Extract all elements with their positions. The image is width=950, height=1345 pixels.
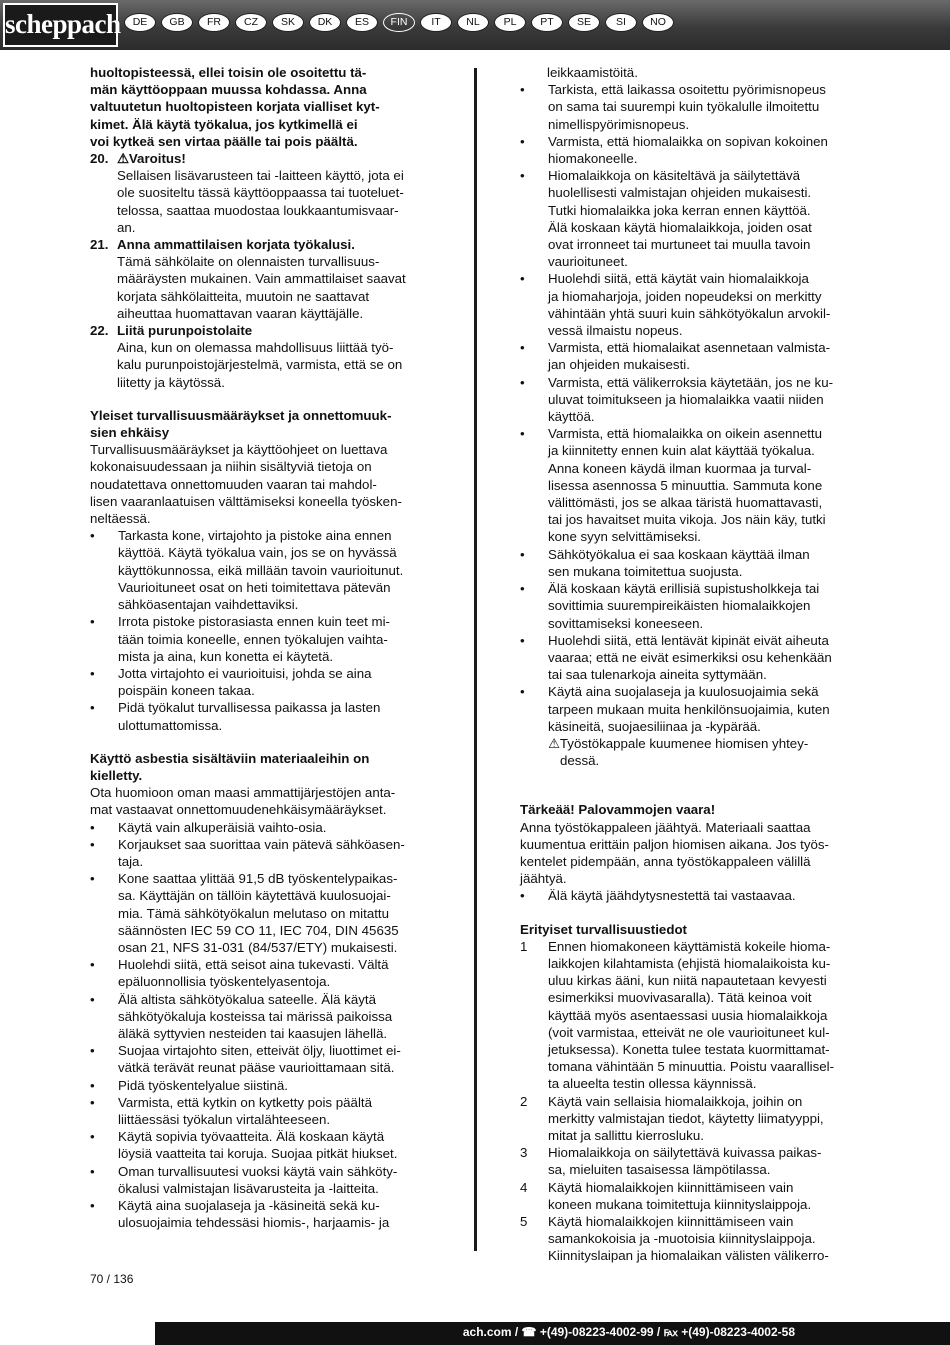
item-number: 22. xyxy=(90,323,109,339)
bullet-line: nimellispyörimisnopeus. xyxy=(548,116,690,132)
warning-line-text: dessä. xyxy=(560,753,600,769)
intro-line: huoltopisteessä, ellei toisin ole osoitettu tä- xyxy=(90,65,367,80)
bullet-marker: • xyxy=(520,340,525,356)
bullet-text xyxy=(548,683,830,735)
bullet-marker: • xyxy=(520,684,525,700)
bullet-line: huolellisesti valmistajan ohjeiden mukaisesti. xyxy=(548,185,812,201)
bullet-line: Anna koneen käydä ilman kuormaa ja turval- xyxy=(548,460,812,476)
item-title xyxy=(117,322,252,339)
warning-note xyxy=(520,735,865,769)
numbered-list-item xyxy=(520,1213,865,1265)
column-divider xyxy=(474,68,477,1251)
bullet-line: poispäin koneen takaa. xyxy=(118,683,255,699)
bullet-text xyxy=(118,870,399,956)
list-line: sa, mieluiten tasaisessa lämpötilassa. xyxy=(548,1162,771,1178)
section-body-line: neltäessä. xyxy=(90,511,151,527)
bullet-line: vähintään yhtä suuri kuin sähkötyökalun arvokil- xyxy=(548,305,831,321)
bullet-line: Älä koskaan käytä hiomalaikkoja, joiden osat xyxy=(548,219,812,235)
bullet-line: Suojaa virtajohto siten, etteivät öljy, liuottimet ei- xyxy=(118,1043,401,1059)
bullet-marker: • xyxy=(90,1163,95,1179)
item-line: Aina, kun on olemassa mahdollisuus liittää työ- xyxy=(117,340,394,356)
list-text xyxy=(548,1093,824,1145)
bullet-item xyxy=(90,819,445,836)
footer-white-block xyxy=(0,1322,155,1345)
bullet-text xyxy=(548,133,828,167)
bullet-marker: • xyxy=(90,991,95,1007)
spacer xyxy=(90,734,445,750)
list-line: Käytä hiomalaikkojen kiinnittämiseen vain xyxy=(548,1179,794,1195)
bullet-text xyxy=(548,580,819,632)
bullet-line: välittömästi, jos se alkaa täristä huomattavasti, xyxy=(548,495,823,511)
warning-text xyxy=(548,735,808,769)
item-body xyxy=(90,339,445,391)
item-title-text: Liitä purunpoistolaite xyxy=(117,323,253,339)
item-line: liitetty ja käytössä. xyxy=(117,374,225,390)
bullet-line: lisessa asennossa 5 minuuttia. Sammuta kone xyxy=(548,477,823,493)
brand-logo[interactable]: scheppach xyxy=(3,3,118,47)
bullet-marker: • xyxy=(90,1094,95,1110)
bullet-item xyxy=(520,546,865,580)
bullet-text xyxy=(548,167,812,270)
bullet-line: uluvat toimitukseen ja hiomalaikka vaatii niiden xyxy=(548,391,824,407)
list-line: Kiinnityslaipan ja hiomalaikan välisten välikerro- xyxy=(548,1248,829,1264)
bullet-item xyxy=(90,1077,445,1094)
bullet-text xyxy=(548,374,833,426)
numbered-list-item xyxy=(520,1179,865,1213)
language-button-es[interactable]: ES xyxy=(346,13,378,32)
bullet-line: tään toimia koneelle, ennen työkalujen vaihta- xyxy=(118,631,388,647)
bullet-line: Kone saattaa ylittää 91,5 dB työskentelypaikas- xyxy=(118,871,398,887)
bullet-line: Korjaukset saa suorittaa vain pätevä sähköasen- xyxy=(118,836,405,852)
bullet-item xyxy=(90,956,445,990)
bullet-line: Varmista, että välikerroksia käytetään, jos ne ku- xyxy=(548,374,834,390)
bullet-marker: • xyxy=(90,819,95,835)
spacer xyxy=(520,785,865,801)
bullet-line: Oman turvallisuutesi vuoksi käytä vain sähköty- xyxy=(118,1163,398,1179)
list-text xyxy=(548,938,834,1093)
bullet-item xyxy=(90,1197,445,1231)
bullet-line: Varmista, että hiomalaikat asennetaan valmista- xyxy=(548,340,831,356)
section-body-line: kentelet pidempään, anna työstökappaleen välillä xyxy=(520,853,811,869)
bullet-item xyxy=(90,1042,445,1076)
section-heading: Yleiset turvallisuusmääräykset ja onnettomuuk- xyxy=(90,407,392,423)
bullet-line: osan 21, NFS 31-031 (84/537/ETY) mukaisesti. xyxy=(118,939,398,955)
bullet-text xyxy=(118,991,392,1043)
item-line: Sellaisen lisävarusteen tai -laitteen käyttö, jota ei xyxy=(117,168,404,184)
bullet-item xyxy=(90,613,445,665)
language-button-gb[interactable]: GB xyxy=(161,13,193,32)
section-heading: Tärkeää! Palovammojen vaara! xyxy=(520,802,716,818)
bullet-marker: • xyxy=(90,528,95,544)
list-line: koneen mukana toimitettuja kiinnityslaippoja. xyxy=(548,1196,812,1212)
numbered-item xyxy=(90,236,445,253)
bullet-item xyxy=(90,1094,445,1128)
bullet-marker: • xyxy=(520,888,525,904)
item-line: ole suositeltu tässä käyttöoppaassa tai tuoteluet- xyxy=(117,185,404,201)
bullet-marker: • xyxy=(90,700,95,716)
spacer-marker xyxy=(520,735,548,769)
continued-line: leikkaamistöitä. xyxy=(547,65,638,80)
footer-contact: ach.com / ☎ +(49)-08223-4002-99 / ℻ +(49)-08223-4002-58 xyxy=(462,1325,795,1339)
bullet-line: vätkä terävät reunat pääse vaurioittamaan sitä. xyxy=(118,1060,395,1076)
bullet-line: ulottumattomissa. xyxy=(118,717,223,733)
list-number: 2 xyxy=(520,1093,528,1109)
bullet-line: löysiä vaatteita tai koruja. Suojaa pitkät hiukset. xyxy=(118,1146,398,1162)
bullet-line: Tutki hiomalaikka joka kerran ennen käyttöä. xyxy=(548,202,811,218)
bullet-line: Käytä aina suojalaseja ja kuulosuojaimia sekä xyxy=(548,684,819,700)
bullet-line: ja kiinnitetty ennen kuin alat käyttää työkalua. xyxy=(548,443,815,459)
bullet-line: säännösten IEC 59 CO 11, IEC 704, DIN 45635 xyxy=(118,922,399,938)
spacer xyxy=(90,391,445,407)
spacer xyxy=(520,905,865,921)
bullet-text xyxy=(548,339,830,373)
bullet-line: Varmista, että hiomalaikka on oikein asennettu xyxy=(548,426,822,442)
list-line: laikkojen kilahtamista (ehjistä hiomalaikoista ku- xyxy=(548,955,831,971)
bullet-line: sen mukana toimitettua suojusta. xyxy=(548,563,743,579)
section-body-line: Anna työstökappaleen jäähtyä. Materiaali saattaa xyxy=(520,819,811,835)
bullet-line: Varmista, että hiomalaikka on sopivan kokoinen xyxy=(548,133,828,149)
bullet-line: hiomakoneelle. xyxy=(548,151,638,167)
item-line: telossa, saattaa muodostaa loukkaantumisvaar- xyxy=(117,202,399,218)
bullet-line: Pidä työkalut turvallisessa paikassa ja lasten xyxy=(118,700,381,716)
section-body-line: noudatettava onnettomuuden vaaran tai mahdol- xyxy=(90,476,377,492)
section-body-line: kuumentua erittäin paljon hiomisen aikana. Jos työs- xyxy=(520,836,829,852)
list-line: merkitty valmistajan tiedot, käytetty liimatyyppi, xyxy=(548,1110,824,1126)
bullet-item xyxy=(90,527,445,613)
item-line: Tämä sähkölaite on olennaisten turvallisuus- xyxy=(117,254,380,270)
bullet-line: mista ja aina, kun konetta ei käytetä. xyxy=(118,648,334,664)
intro-line: voi kytkeä sen virtaa päälle tai pois päältä. xyxy=(90,133,358,149)
bullet-text xyxy=(118,1094,372,1128)
bullet-text xyxy=(548,632,832,684)
bullet-line: vessä ilmaistu nopeus. xyxy=(548,323,683,339)
list-text xyxy=(548,1144,821,1178)
bullet-text xyxy=(548,546,810,580)
left-column xyxy=(90,64,445,1231)
numbered-item xyxy=(90,322,445,339)
bullet-line: ulosuojaimia tehdessäsi hiomis-, harjaamis- ja xyxy=(118,1215,390,1231)
bullet-line: Irrota pistoke pistorasiasta ennen kuin teet mi- xyxy=(118,614,390,630)
bullet-item xyxy=(90,699,445,733)
bullet-line: tai saa tulenarkoja aineita syttymään. xyxy=(548,667,767,683)
item-line: an. xyxy=(117,219,136,235)
bullet-line: tarpeen mukaan muita henkilönsuojaimia, kuten xyxy=(548,701,830,717)
bullet-line: vaaraa; että ne eivät esimerkiksi osu kehenkään xyxy=(548,649,832,665)
bullet-text xyxy=(118,665,372,699)
list-number: 4 xyxy=(520,1179,528,1195)
bullet-marker: • xyxy=(520,374,525,390)
bullet-text xyxy=(118,1163,397,1197)
bullet-text xyxy=(118,819,326,836)
bullet-item xyxy=(90,870,445,956)
bullet-line: on sama tai suurempi kuin työkalulle ilmoitettu xyxy=(548,99,820,115)
item-number: 21. xyxy=(90,237,109,253)
bullet-line: Tarkista, että laikassa osoitettu pyörimisnopeus xyxy=(548,82,826,98)
bullet-marker: • xyxy=(90,836,95,852)
intro-line: kimet. Älä käytä työkalua, jos kytkimellä ei xyxy=(90,116,358,132)
bullet-line: Vaurioituneet osat on heti toimitettava pätevän xyxy=(118,579,391,595)
bullet-line: sähkötyökaluja kosteissa tai märissä paikoissa xyxy=(118,1008,393,1024)
bullet-line: Pidä työskentelyalue siistinä. xyxy=(118,1077,288,1093)
bullet-line: käyttökunnossa, eikä millään tavoin vaurioitunut. xyxy=(118,562,404,578)
language-button-sk[interactable]: SK xyxy=(272,13,304,32)
bullet-line: mia. Tämä sähkötyökalun melutaso on mitattu xyxy=(118,905,389,921)
bullet-line: Huolehdi siitä, että seisot aina tukevasti. Vältä xyxy=(118,957,389,973)
list-line: Käytä vain sellaisia hiomalaikkoja, joihin on xyxy=(548,1093,803,1109)
bullet-line: sähköasentajan vaihdettaviksi. xyxy=(118,597,299,613)
bullet-marker: • xyxy=(90,1043,95,1059)
bullet-text xyxy=(548,81,826,133)
bullet-line: Tarkasta kone, virtajohto ja pistoke aina ennen xyxy=(118,528,392,544)
bullet-line: tai jos havaitset muita vikoja. Jos näin käy, tutki xyxy=(548,512,826,528)
spacer xyxy=(520,769,865,785)
bullet-text xyxy=(118,1042,401,1076)
list-number: 1 xyxy=(520,938,528,954)
bullet-line: vaurioituneet. xyxy=(548,254,628,270)
numbered-list-item xyxy=(520,1144,865,1178)
bullet-line: Älä koskaan käytä erillisiä supistusholkkeja tai xyxy=(548,581,820,597)
language-button-de[interactable]: DE xyxy=(124,13,156,32)
numbered-item xyxy=(90,150,445,167)
bullet-line: epäluonnollisia työskentelyasentoja. xyxy=(118,974,331,990)
bullet-marker: • xyxy=(90,957,95,973)
bullet-text xyxy=(118,1077,288,1094)
language-button-dk[interactable]: DK xyxy=(309,13,341,32)
bullet-line: ökalusi valmistajan lisävarusteita ja -laitteita. xyxy=(118,1180,379,1196)
bullet-line: Käytä vain alkuperäisiä vaihto-osia. xyxy=(118,819,327,835)
list-line: ta alueelta testin ollessa käynnissä. xyxy=(548,1076,757,1092)
bullet-line: Jotta virtajohto ei vaurioituisi, johda se aina xyxy=(118,665,372,681)
item-title xyxy=(117,150,186,167)
bullet-item xyxy=(520,683,865,735)
bullet-line: Hiomalaikkoja on käsiteltävä ja säilytettävä xyxy=(548,168,801,184)
language-button-fr[interactable]: FR xyxy=(198,13,230,32)
intro-line: valtuutetun huoltopisteen korjata vialliset kyt- xyxy=(90,99,380,115)
list-line: tomana vähintään 5 minuuttia. Poistu vaarallisel- xyxy=(548,1059,835,1075)
bullet-item xyxy=(90,665,445,699)
bullet-line: ja hiomaharjoja, joiden nopeudeksi on merkitty xyxy=(548,288,822,304)
bullet-marker: • xyxy=(90,1198,95,1213)
item-title-text: Anna ammattilaisen korjata työkalusi. xyxy=(117,237,355,253)
list-text xyxy=(548,1179,811,1213)
bullet-line: sa. Käyttäjän on tällöin käytettävä kuulosuojai- xyxy=(118,888,391,904)
bullet-item xyxy=(520,425,865,545)
warning-line-text: Työstökappale kuumenee hiomisen yhtey- xyxy=(559,735,809,751)
language-button-fin[interactable]: FIN xyxy=(383,13,415,32)
bullet-text xyxy=(118,527,403,613)
language-selector xyxy=(124,13,674,32)
bullet-text xyxy=(548,270,830,339)
section-body-line: jäähtyä. xyxy=(520,871,567,887)
bullet-text xyxy=(118,956,389,990)
item-body xyxy=(90,253,445,322)
list-line: (voit varmistaa, etteivät ne ole vaurioituneet kul- xyxy=(548,1024,830,1040)
section-body-line: Ota huomioon oman maasi ammattijärjestöjen anta- xyxy=(90,785,396,801)
item-line: kalu purunpoistojärjestelmä, varmista, että se on xyxy=(117,357,403,373)
bullet-item xyxy=(520,580,865,632)
bullet-line: käyttöä. Käytä työkalua vain, jos se on hyvässä xyxy=(118,545,397,561)
bullet-marker: • xyxy=(520,581,525,597)
bullet-text xyxy=(118,613,390,665)
bullet-line: ovat irronneet tai murtuneet tai muulla tavoin xyxy=(548,237,811,253)
list-text xyxy=(548,1213,829,1265)
bullet-line: käyttöä. xyxy=(548,409,595,425)
bullet-item xyxy=(520,81,865,133)
section-heading: Käyttö asbestia sisältäviin materiaaleihin on xyxy=(90,750,370,766)
section-heading: sien ehkäisy xyxy=(90,425,170,441)
list-line: samankokoisia ja -muotoisia kiinnityslaippoja. xyxy=(548,1231,816,1247)
bullet-line: Huolehdi siitä, että käytät vain hiomalaikkoja xyxy=(548,271,809,287)
language-button-pt[interactable]: PT xyxy=(531,13,563,32)
item-line: aiheuttaa huomattavan vaaran käyttäjälle. xyxy=(117,305,364,321)
language-button-si[interactable]: SI xyxy=(605,13,637,32)
language-button-nl[interactable]: NL xyxy=(457,13,489,32)
header-bar xyxy=(0,0,950,50)
bullet-line: äläkä syttyvien nesteiden tai kaasujen lähellä. xyxy=(118,1025,388,1041)
bullet-marker: • xyxy=(520,426,525,442)
item-title-text: Varoitus! xyxy=(128,151,186,167)
warning-icon: ⚠ xyxy=(117,151,129,167)
bullet-marker: • xyxy=(90,1129,95,1145)
bullet-line: jan ohjeiden mukaisesti. xyxy=(548,357,690,373)
bullet-line: Sähkötyökalua ei saa koskaan käyttää ilman xyxy=(548,546,810,562)
language-button-it[interactable]: IT xyxy=(420,13,452,32)
list-number: 5 xyxy=(520,1214,528,1229)
bullet-line: käsineitä, suojaesiliinaa ja -kypärää. xyxy=(548,718,761,734)
item-title xyxy=(117,236,355,253)
bullet-item xyxy=(90,991,445,1043)
bullet-marker: • xyxy=(90,871,95,887)
item-line: korjata sähkölaitteita, muutoin ne saattavat xyxy=(117,288,370,304)
list-line: Hiomalaikkoja on säilytettävä kuivassa paikas- xyxy=(548,1145,822,1161)
bullet-marker: • xyxy=(520,271,525,287)
list-line: uluu kirkas ääni, kun niitä napautetaan kevyesti xyxy=(548,973,827,989)
section-body-line: lisen vaaranlaatuisen välttämiseksi koneella työsken- xyxy=(90,493,402,509)
bullet-item xyxy=(90,1128,445,1162)
bullet-item xyxy=(90,1163,445,1197)
list-line: jetuksessa). Konetta tulee testata kuormittamat- xyxy=(548,1041,830,1057)
bullet-marker: • xyxy=(520,133,525,149)
bullet-line: Käytä aina suojalaseja ja -käsineitä sekä ku- xyxy=(118,1198,380,1213)
bullet-marker: • xyxy=(90,665,95,681)
bullet-line: sovittamiseksi koneeseen. xyxy=(548,615,704,631)
bullet-line: taja. xyxy=(118,853,144,869)
bullet-line: kone syyn selvittämiseksi. xyxy=(548,529,701,545)
footer-bar xyxy=(0,1322,950,1345)
right-column xyxy=(520,64,865,1265)
bullet-line: liittäessäsi työkalun virtalähteeseen. xyxy=(118,1111,331,1127)
bullet-item xyxy=(520,167,865,270)
bullet-item xyxy=(520,133,865,167)
bullet-item xyxy=(520,339,865,373)
bullet-text xyxy=(118,1197,389,1231)
item-line: määräysten mukainen. Vain ammattilaiset saavat xyxy=(117,271,406,287)
numbered-list-item xyxy=(520,938,865,1093)
list-line: mitat ja sallittu kierrosluku. xyxy=(548,1127,704,1143)
section-body-line: mat vastaavat onnettomuudenehkäisymääräykset. xyxy=(90,802,387,818)
bullet-marker: • xyxy=(520,546,525,562)
language-button-se[interactable]: SE xyxy=(568,13,600,32)
bullet-item xyxy=(520,887,865,904)
list-line: Käytä hiomalaikkojen kiinnittämiseen vain xyxy=(548,1214,794,1229)
bullet-text xyxy=(118,1128,397,1162)
page-number: 70 / 136 xyxy=(90,1272,134,1286)
bullet-line: sovittimia suurempireikäisten hiomalaikkojen xyxy=(548,598,811,614)
warning-line xyxy=(548,735,808,752)
bullet-marker: • xyxy=(520,632,525,648)
bullet-marker: • xyxy=(520,168,525,184)
section-body-line: Turvallisuusmääräykset ja käyttöohjeet on luettava xyxy=(90,442,388,458)
item-body xyxy=(90,167,445,236)
warning-icon: ⚠ xyxy=(548,735,560,751)
section-heading: Erityiset turvallisuustiedot xyxy=(520,921,687,937)
bullet-marker: • xyxy=(520,82,525,98)
bullet-item xyxy=(520,632,865,684)
bullet-line: Älä käytä jäähdytysnestettä tai vastaavaa. xyxy=(548,888,796,904)
bullet-marker: • xyxy=(90,1077,95,1093)
list-number: 3 xyxy=(520,1145,528,1161)
warning-line xyxy=(548,752,808,769)
intro-line: män käyttöoppaan muussa kohdassa. Anna xyxy=(90,82,367,98)
bullet-item xyxy=(90,836,445,870)
bullet-marker: • xyxy=(90,614,95,630)
bullet-line: Käytä sopivia työvaatteita. Älä koskaan käytä xyxy=(118,1129,385,1145)
bullet-text xyxy=(548,887,796,904)
language-button-no[interactable]: NO xyxy=(642,13,674,32)
item-number: 20. xyxy=(90,151,109,167)
language-button-cz[interactable]: CZ xyxy=(235,13,267,32)
section-heading: kielletty. xyxy=(90,767,143,783)
bullet-line: Varmista, että kytkin on kytketty pois päältä xyxy=(118,1094,372,1110)
bullet-item xyxy=(520,374,865,426)
bullet-line: Huolehdi siitä, että lentävät kipinät eivät aiheuta xyxy=(548,632,829,648)
bullet-text xyxy=(118,699,380,733)
list-line: esimerkiksi muovivasaralla). Tätä keinoa voit xyxy=(548,990,812,1006)
bullet-item xyxy=(520,270,865,339)
list-line: käyttää myös asentaessasi uusia hiomalaikkoja xyxy=(548,1007,828,1023)
bullet-text xyxy=(118,836,405,870)
bullet-line: Älä altista sähkötyökalua sateelle. Älä käytä xyxy=(118,991,376,1007)
numbered-list-item xyxy=(520,1093,865,1145)
language-button-pl[interactable]: PL xyxy=(494,13,526,32)
bullet-text xyxy=(548,425,826,545)
section-body-line: kokonaisuudessaan ja niihin sisältyviä tietoja on xyxy=(90,459,372,475)
list-line: Ennen hiomakoneen käyttämistä kokeile hioma- xyxy=(548,938,831,954)
